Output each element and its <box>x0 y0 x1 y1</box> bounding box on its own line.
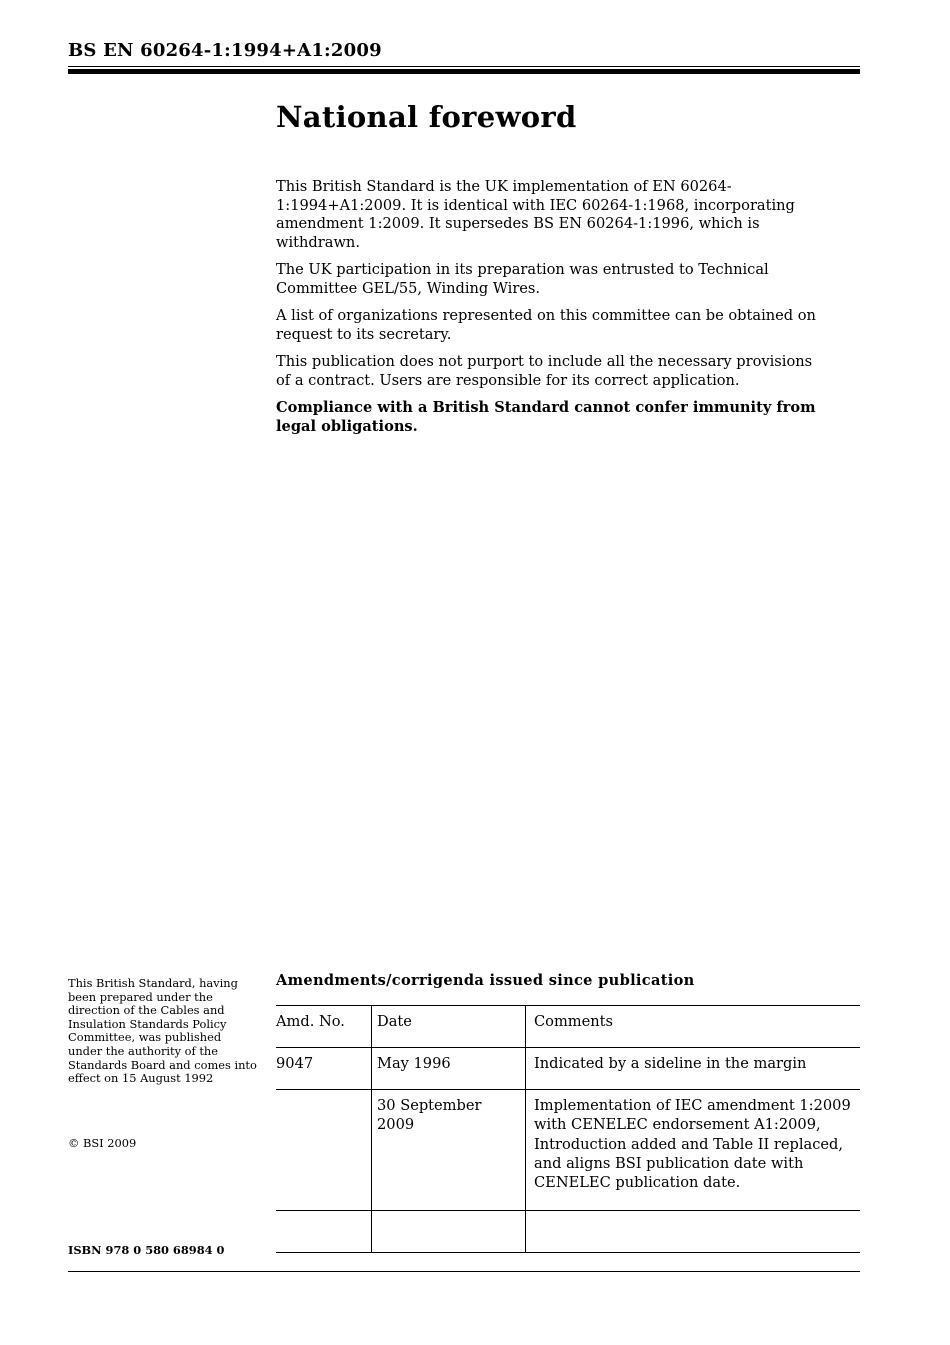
isbn: ISBN 978 0 580 68984 0 <box>68 1243 225 1257</box>
cell-date: May 1996 <box>372 1048 526 1090</box>
header-divider-thin <box>68 66 860 67</box>
table-row <box>276 1048 860 1090</box>
standard-id: BS EN 60264-1:1994+A1:2009 <box>68 40 382 61</box>
publication-note: This British Standard, having been prepared under the direction of the Cables and Insulation Standards Policy Committee, was published under the authority of the Standards Board and comes into effect on 15 August 1992 <box>68 976 257 1086</box>
cell-comments <box>526 1211 861 1253</box>
header-date: Date <box>372 1006 526 1048</box>
cell-amd-no: 9047 <box>276 1055 314 1072</box>
cell-date <box>372 1211 526 1253</box>
page-title: National foreword <box>276 100 577 134</box>
table-row <box>276 1211 860 1253</box>
amendments-table <box>276 1005 860 1253</box>
table-header-row <box>276 1006 860 1048</box>
compliance-note: Compliance with a British Standard cannot confer immunity from legal obligations. <box>276 399 816 435</box>
paragraph-implementation: This British Standard is the UK implementation of EN 60264-1:1994+A1:2009. It is identical with IEC 60264-1:1968, incorporating amendment 1:2009. It supersedes BS EN 60264-1:1996, which is withdrawn. <box>276 178 795 251</box>
paragraph-organizations: A list of organizations represented on this committee can be obtained on request to its secretary. <box>276 307 816 343</box>
cell-amd-no <box>276 1090 372 1211</box>
cell-comments: Indicated by a sideline in the margin <box>526 1048 861 1090</box>
amendments-title: Amendments/corrigenda issued since publication <box>276 972 695 989</box>
table-row <box>276 1090 860 1211</box>
footer-divider <box>68 1271 860 1272</box>
header-divider-thick <box>68 69 860 74</box>
paragraph-contract: This publication does not purport to include all the necessary provisions of a contract. Users are responsible for its correct application. <box>276 353 813 389</box>
paragraph-participation: The UK participation in its preparation was entrusted to Technical Committee GEL/55, Winding Wires. <box>276 261 769 297</box>
header-amd-no: Amd. No. <box>276 1013 345 1030</box>
cell-amd-no <box>276 1211 372 1253</box>
copyright: © BSI 2009 <box>68 1136 137 1150</box>
cell-date: 30 September 2009 <box>372 1090 526 1211</box>
foreword-body <box>276 178 816 445</box>
cell-comments: Implementation of IEC amendment 1:2009 with CENELEC endorsement A1:2009, Introduction added and Table II replaced, and aligns BSI publication date with CENELEC publication date. <box>526 1090 861 1211</box>
header-comments: Comments <box>526 1006 861 1048</box>
